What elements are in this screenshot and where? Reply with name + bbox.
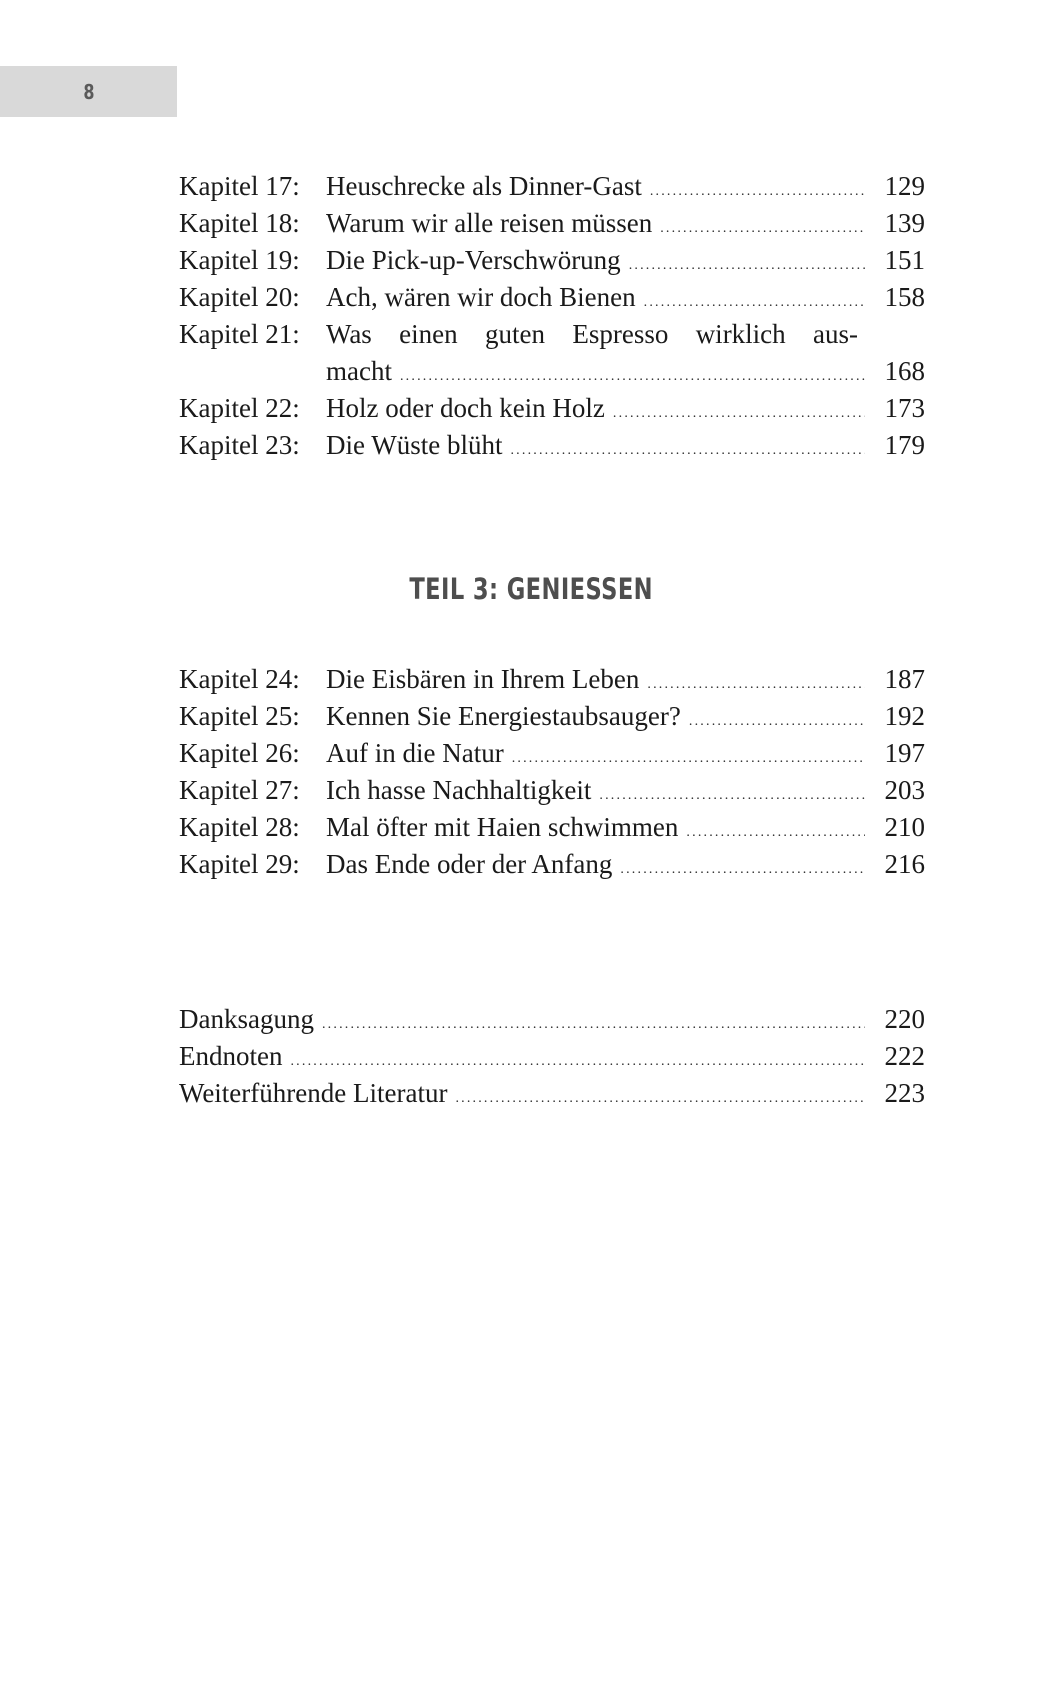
backmatter-title: Weiterführende Literatur xyxy=(179,1078,448,1108)
chapter-title: Kennen Sie Energiestaubsauger? xyxy=(326,701,681,731)
toc-entry[interactable] xyxy=(179,1038,925,1075)
toc-entry[interactable] xyxy=(179,809,925,846)
chapter-label: Kapitel 18: xyxy=(179,208,300,238)
chapter-title: Ich hasse Nachhaltigkeit xyxy=(326,775,592,805)
page-ref: 192 xyxy=(884,701,925,731)
chapter-label: Kapitel 20: xyxy=(179,282,300,312)
chapter-title: Die Pick-up-Verschwörung xyxy=(326,245,621,275)
leader-dots xyxy=(620,851,865,888)
page-ref: 220 xyxy=(884,1004,925,1034)
leader-dots xyxy=(689,703,865,740)
title-word: wirklich xyxy=(695,319,786,349)
page-ref: 179 xyxy=(884,430,925,460)
chapter-label: Kapitel 24: xyxy=(179,664,300,694)
chapter-label: Kapitel 17: xyxy=(179,171,300,201)
leader-dots xyxy=(629,247,865,284)
toc-entry[interactable] xyxy=(179,735,925,772)
part-heading-text: TEIL 3: GENIESSEN xyxy=(409,572,654,606)
toc-entry[interactable] xyxy=(179,661,925,698)
chapter-title: Warum wir alle reisen müssen xyxy=(326,208,653,238)
page-ref: 222 xyxy=(884,1041,925,1071)
part-heading xyxy=(0,572,1063,606)
toc-entry[interactable] xyxy=(179,772,925,809)
chapter-title-line1 xyxy=(326,316,858,353)
toc-entry[interactable] xyxy=(179,1075,925,1112)
chapter-title: Die Wüste blüht xyxy=(326,430,503,460)
page-ref: 168 xyxy=(884,356,925,386)
toc-section-1 xyxy=(179,168,925,464)
chapter-title: Heuschrecke als Dinner-Gast xyxy=(326,171,642,201)
chapter-title: Die Eisbären in Ihrem Leben xyxy=(326,664,640,694)
chapter-label: Kapitel 25: xyxy=(179,701,300,731)
chapter-label: Kapitel 27: xyxy=(179,775,300,805)
page-number: 8 xyxy=(82,79,95,104)
leader-dots xyxy=(322,1006,865,1043)
page-ref: 129 xyxy=(884,171,925,201)
toc-entry[interactable] xyxy=(179,205,925,242)
chapter-title: Holz oder doch kein Holz xyxy=(326,393,605,423)
toc-entry[interactable] xyxy=(179,698,925,735)
page-ref: 210 xyxy=(884,812,925,842)
leader-dots xyxy=(455,1080,865,1117)
leader-dots xyxy=(613,395,865,432)
chapter-label: Kapitel 22: xyxy=(179,393,300,423)
chapter-title: Mal öfter mit Haien schwimmen xyxy=(326,812,679,842)
leader-dots xyxy=(686,814,865,851)
page-number-tab xyxy=(0,66,177,117)
title-word: einen xyxy=(399,319,458,349)
chapter-title-line2: macht xyxy=(326,356,392,386)
page-ref: 203 xyxy=(884,775,925,805)
toc-backmatter xyxy=(179,1001,925,1112)
chapter-label: Kapitel 21: xyxy=(179,319,300,349)
chapter-label: Kapitel 19: xyxy=(179,245,300,275)
chapter-label: Kapitel 23: xyxy=(179,430,300,460)
chapter-title: Auf in die Natur xyxy=(326,738,504,768)
chapter-title: Das Ende oder der Anfang xyxy=(326,849,613,879)
page-ref: 197 xyxy=(884,738,925,768)
toc-section-2 xyxy=(179,661,925,883)
toc-entry[interactable] xyxy=(179,279,925,316)
backmatter-title: Endnoten xyxy=(179,1041,283,1071)
toc-entry[interactable] xyxy=(179,427,925,464)
page-ref: 187 xyxy=(884,664,925,694)
toc-entry[interactable] xyxy=(179,846,925,883)
chapter-label: Kapitel 29: xyxy=(179,849,300,879)
toc-entry-multiline[interactable] xyxy=(179,316,925,353)
toc-entry[interactable] xyxy=(179,390,925,427)
chapter-title: Ach, wären wir doch Bienen xyxy=(326,282,636,312)
leader-dots xyxy=(650,173,865,210)
toc-entry[interactable] xyxy=(179,168,925,205)
page-ref: 223 xyxy=(884,1078,925,1108)
toc-entry[interactable] xyxy=(179,1001,925,1038)
chapter-label: Kapitel 26: xyxy=(179,738,300,768)
leader-dots xyxy=(510,432,865,469)
page-ref: 173 xyxy=(884,393,925,423)
chapter-label: Kapitel 28: xyxy=(179,812,300,842)
leader-dots xyxy=(660,210,865,247)
page-ref: 139 xyxy=(884,208,925,238)
title-word: guten xyxy=(485,319,545,349)
toc-entry[interactable] xyxy=(179,242,925,279)
title-word: aus- xyxy=(813,319,858,349)
title-word: Was xyxy=(326,319,372,349)
title-word: Espresso xyxy=(572,319,669,349)
toc-entry-continuation[interactable] xyxy=(179,353,925,390)
backmatter-title: Danksagung xyxy=(179,1004,314,1034)
page-ref: 216 xyxy=(884,849,925,879)
page-ref: 151 xyxy=(884,245,925,275)
page-ref: 158 xyxy=(884,282,925,312)
